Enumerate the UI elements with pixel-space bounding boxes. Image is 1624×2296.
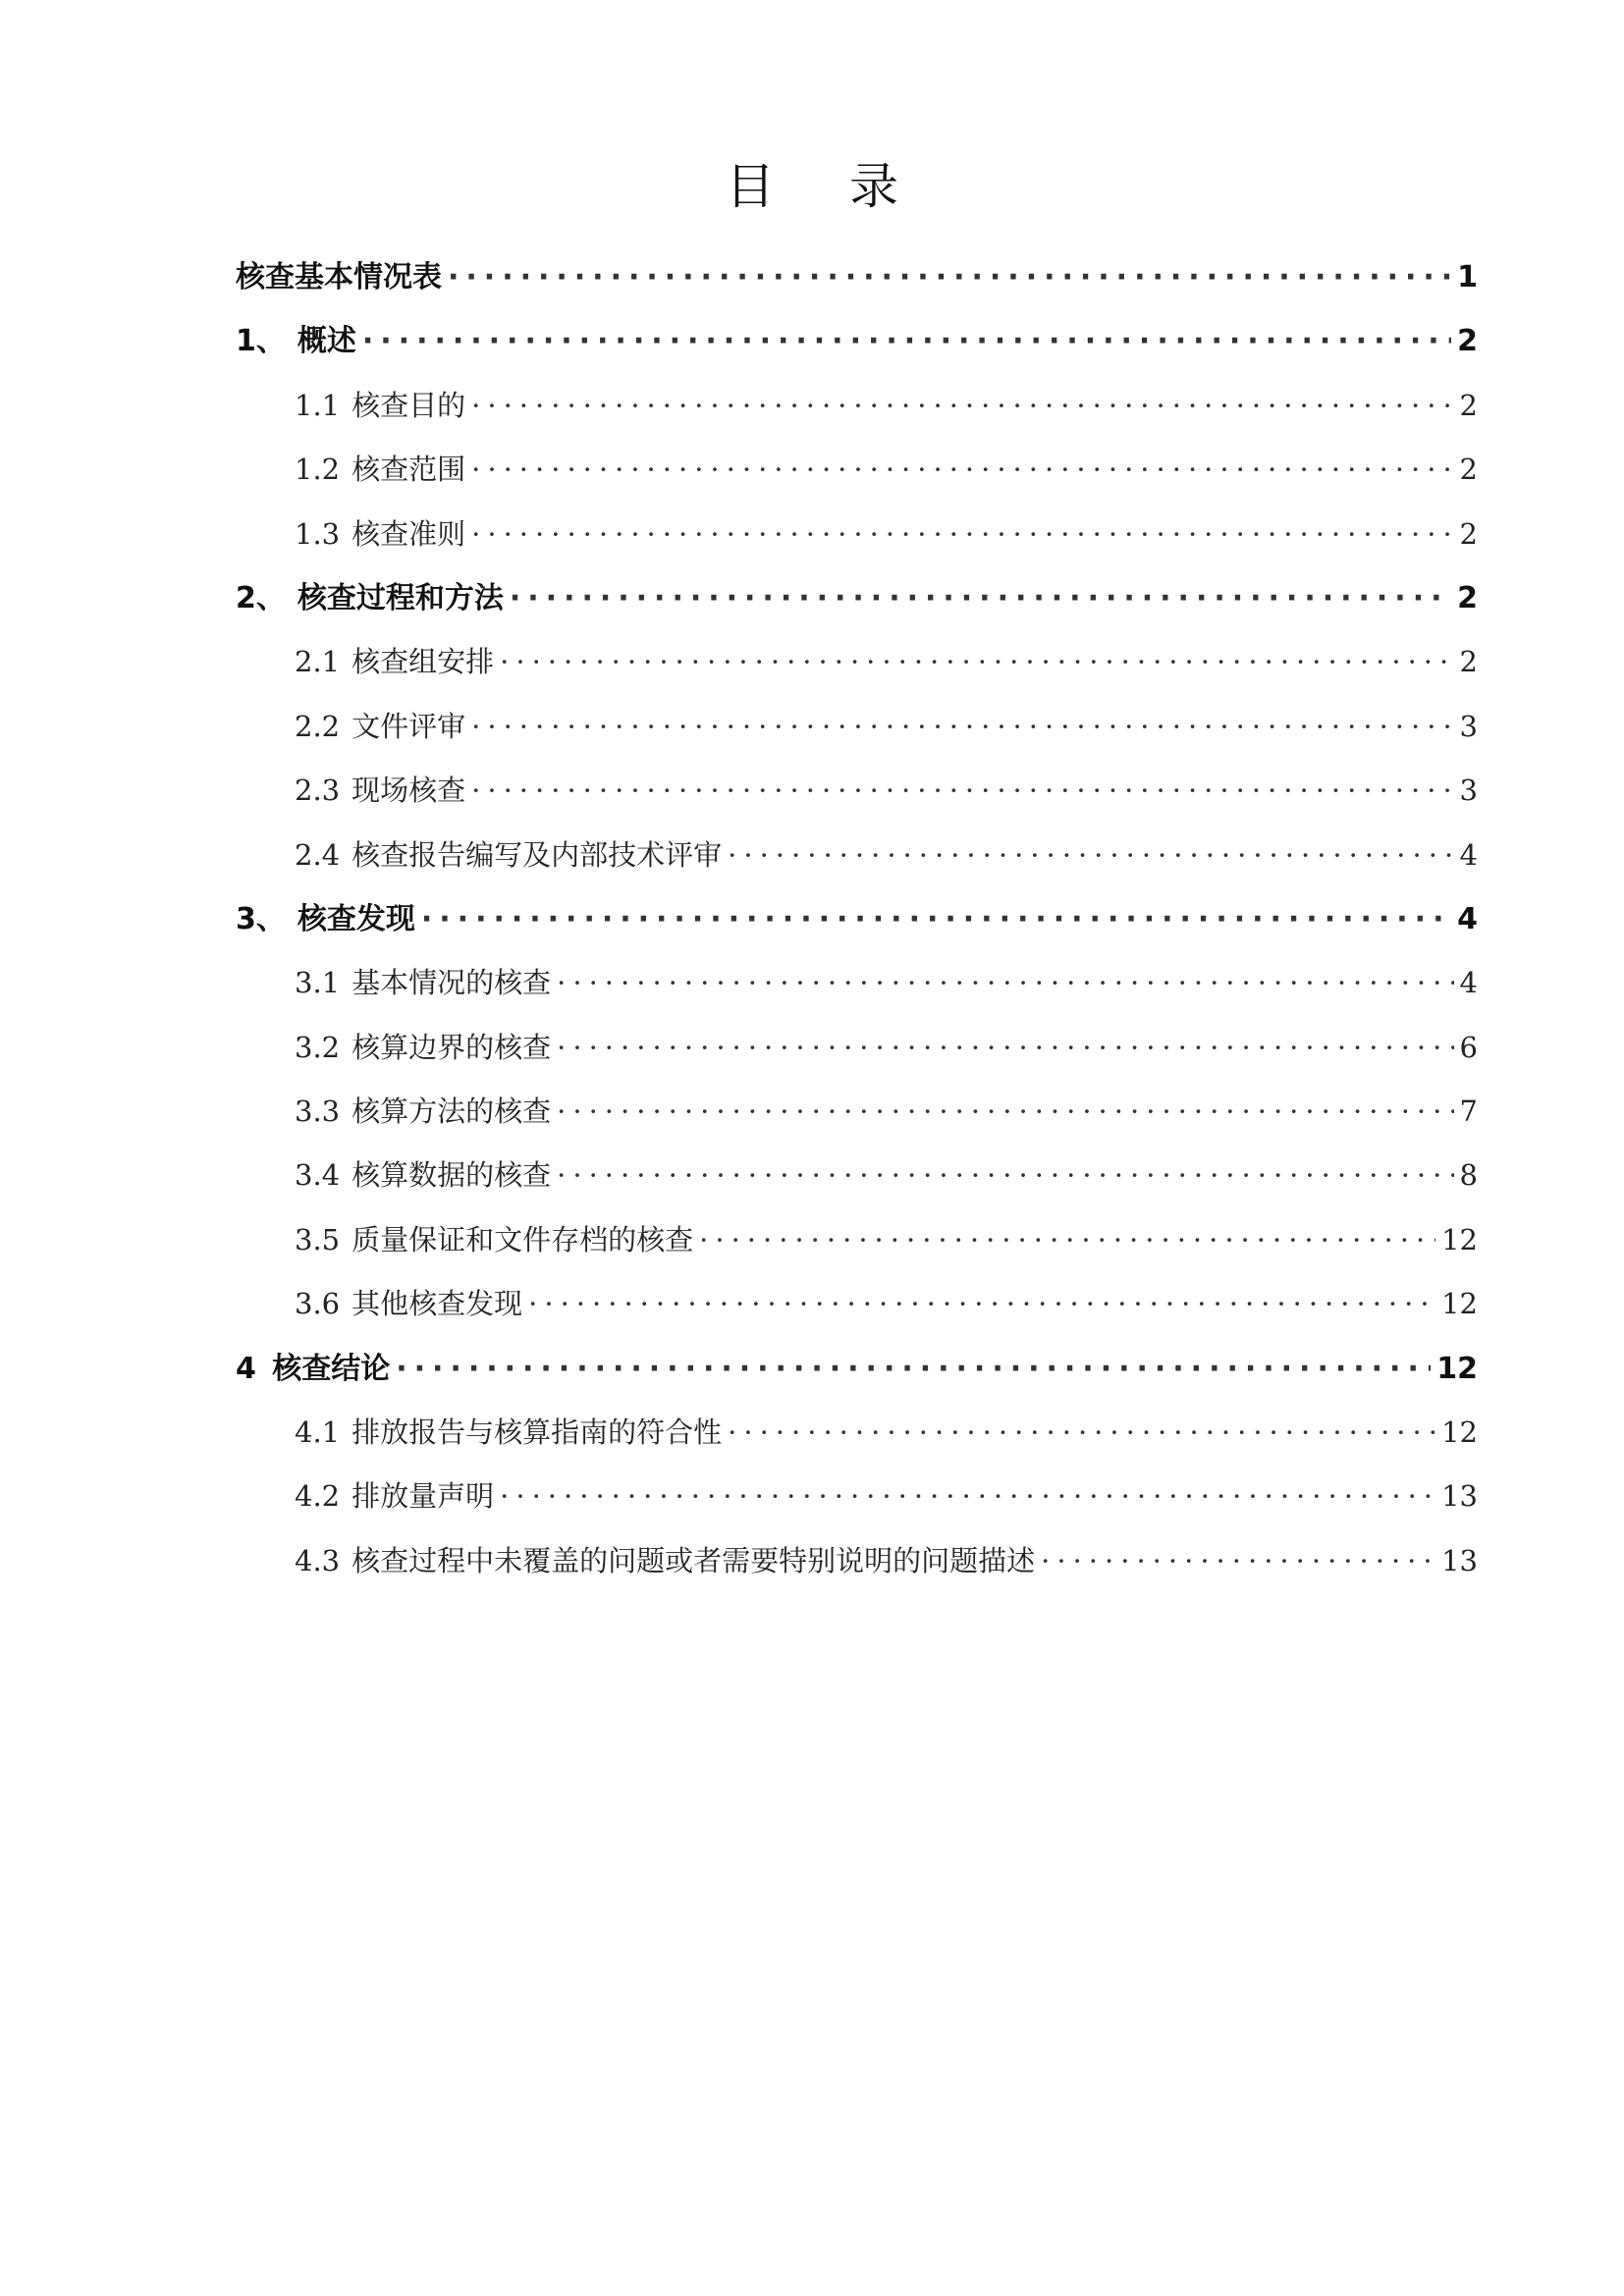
toc-entry-text: 核查范围 [352,453,466,487]
toc-entry-page-number: 3 [1459,774,1478,808]
toc-entry[interactable] [236,1016,1478,1080]
toc-dot-leader [557,1080,1453,1144]
toc-entry[interactable] [236,309,1478,373]
toc-entry[interactable] [236,1465,1478,1528]
toc-entry[interactable] [236,1144,1478,1207]
toc-entry-page-number: 2 [1459,388,1478,422]
toc-dot-leader [510,566,1451,630]
toc-entry-text: 排放报告与核算指南的符合性 [352,1415,723,1450]
toc-entry-text: 核查结论 [272,1351,391,1386]
toc-entry-text: 基本情况的核查 [352,966,552,1000]
toc-dot-leader [1041,1529,1435,1593]
toc-entry-text: 现场核查 [352,774,466,808]
toc-entry-page-number: 3 [1459,709,1478,743]
toc-entry[interactable] [236,1208,1478,1272]
toc-entry-page-number: 2 [1457,324,1478,359]
toc-dot-leader [557,951,1453,1015]
toc-entry-page-number: 4 [1457,901,1478,936]
toc-entry-text: 质量保证和文件存档的核查 [352,1222,694,1256]
toc-entry[interactable] [236,566,1478,630]
toc-dot-leader [500,630,1453,694]
toc-entry-text: 核查组安排 [352,645,495,679]
toc-entry[interactable] [236,245,1478,309]
toc-dot-leader [557,1144,1453,1207]
toc-entry-page-number: 12 [1441,1415,1478,1450]
toc-entry-number: 3.6 [295,1287,341,1321]
toc-entry-number: 1.1 [295,388,341,422]
toc-dot-leader [448,245,1451,309]
toc-dot-leader [471,759,1453,823]
toc-entry-text: 核算方法的核查 [352,1095,552,1129]
toc-entry-page-number: 13 [1441,1479,1478,1514]
toc-dot-leader [396,1337,1431,1401]
toc-entry[interactable] [236,1272,1478,1336]
toc-entry-number: 1、 [236,324,286,359]
toc-entry-page-number: 12 [1441,1222,1478,1256]
toc-entry-number: 3.5 [295,1222,341,1256]
toc-entry-number: 2.4 [295,837,341,872]
toc-entry-text: 排放量声明 [352,1479,495,1514]
toc-entry-text: 核查报告编写及内部技术评审 [352,837,723,872]
toc-entry[interactable] [236,1529,1478,1593]
toc-dot-leader [557,1016,1453,1080]
toc-entry-page-number: 7 [1459,1095,1478,1129]
toc-entry[interactable] [236,1080,1478,1144]
toc-entry-number: 3.3 [295,1095,341,1129]
toc-entry-page-number: 12 [1436,1351,1478,1386]
toc-entry-page-number: 2 [1459,516,1478,551]
toc-title: 目 录 [726,158,928,215]
toc-entry-number: 1.3 [295,516,341,551]
toc-entry[interactable] [236,1337,1478,1401]
toc-dot-leader [728,1401,1435,1465]
toc-entry[interactable] [236,824,1478,887]
toc-entry-text: 文件评审 [352,709,466,743]
toc-entry-text: 核算数据的核查 [352,1158,552,1193]
toc-entry-page-number: 12 [1441,1287,1478,1321]
toc-entry-number: 4.3 [295,1543,341,1577]
toc-dot-leader [728,824,1453,887]
toc-entry-page-number: 2 [1459,645,1478,679]
toc-entry-number: 2.2 [295,709,341,743]
toc-entry[interactable] [236,374,1478,438]
toc-entry-number: 3.1 [295,966,341,1000]
toc-entry-text: 核查目的 [352,388,466,422]
toc-entry[interactable] [236,438,1478,502]
toc-entry[interactable] [236,759,1478,823]
toc-entry-text: 核查发现 [297,901,415,936]
toc-entry-page-number: 4 [1459,966,1478,1000]
toc-entry-number: 2.3 [295,774,341,808]
toc-entry-number: 2、 [236,580,286,615]
toc-entry-number: 4.2 [295,1479,341,1514]
toc-entry-page-number: 2 [1459,453,1478,487]
toc-entry-page-number: 2 [1457,580,1478,615]
toc-entry[interactable] [236,630,1478,694]
toc-entry-text: 其他核查发现 [352,1287,523,1321]
toc-entry-number: 3.4 [295,1158,341,1193]
toc-dot-leader [471,438,1453,502]
toc-entry-text: 核查过程中未覆盖的问题或者需要特别说明的问题描述 [352,1543,1036,1577]
toc-entry-text: 核查基本情况表 [236,260,442,294]
toc-dot-leader [500,1465,1435,1528]
toc-entry-page-number: 1 [1457,260,1478,294]
toc-entry[interactable] [236,503,1478,566]
toc-entry-number: 3.2 [295,1030,341,1064]
toc-dot-leader [471,695,1453,759]
toc-entry[interactable] [236,887,1478,951]
toc-entry[interactable] [236,951,1478,1015]
toc-entry-page-number: 8 [1459,1158,1478,1193]
toc-entry-text: 概述 [297,324,356,359]
toc-dot-leader [528,1272,1435,1336]
toc-entry-text: 核查过程和方法 [297,580,504,615]
toc-entry-number: 4.1 [295,1415,341,1450]
toc-entry-text: 核查准则 [352,516,466,551]
toc-entry-page-number: 6 [1459,1030,1478,1064]
toc-list [236,245,1478,1593]
toc-entry-page-number: 13 [1441,1543,1478,1577]
toc-entry[interactable] [236,1401,1478,1465]
toc-entry-number: 2.1 [295,645,341,679]
toc-dot-leader [699,1208,1435,1272]
toc-entry[interactable] [236,695,1478,759]
toc-entry-number: 1.2 [295,453,341,487]
toc-entry-text: 核算边界的核查 [352,1030,552,1064]
toc-dot-leader [362,309,1451,373]
toc-entry-page-number: 4 [1459,837,1478,872]
toc-entry-number: 3、 [236,901,286,936]
toc-dot-leader [471,503,1453,566]
toc-dot-leader [421,887,1451,951]
toc-dot-leader [471,374,1453,438]
toc-entry-number: 4 [236,1351,256,1386]
